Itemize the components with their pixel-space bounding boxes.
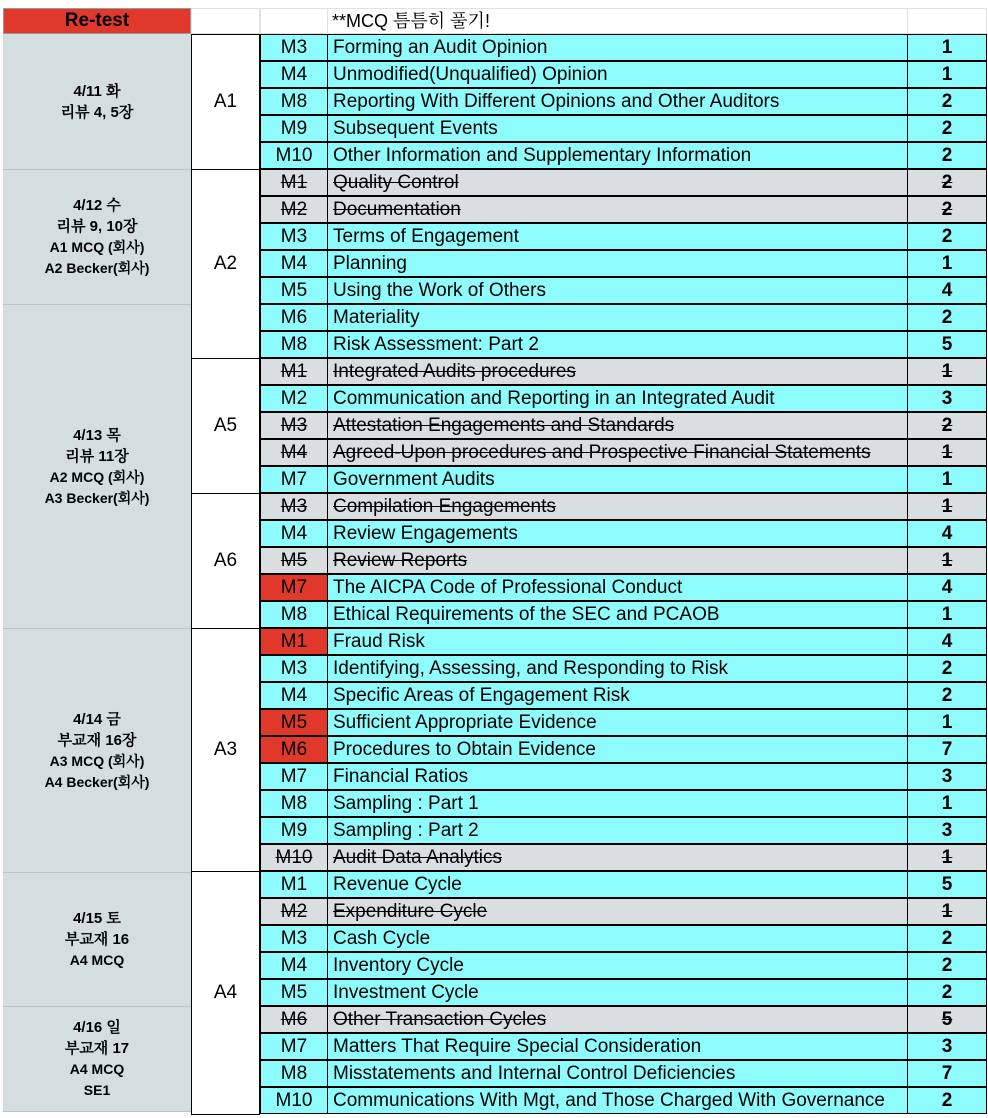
module-code-cell[interactable]: M7 bbox=[260, 763, 328, 790]
day-date: 4/15 토 bbox=[73, 910, 121, 927]
day-date: 4/12 수 bbox=[73, 197, 121, 214]
day-cell[interactable] bbox=[3, 34, 191, 170]
module-title-cell[interactable]: The AICPA Code of Professional Conduct bbox=[327, 574, 908, 601]
module-code-cell[interactable]: M2 bbox=[260, 385, 328, 412]
module-code-cell[interactable]: M3 bbox=[260, 223, 328, 250]
module-title-cell[interactable]: Unmodified(Unqualified) Opinion bbox=[327, 61, 908, 88]
module-code-cell[interactable]: M3 bbox=[260, 655, 328, 682]
group-cell[interactable]: A5 bbox=[191, 358, 260, 494]
day-task: SE1 bbox=[83, 1082, 111, 1098]
day-task: 부교재 16장 bbox=[57, 731, 137, 749]
table-row bbox=[260, 196, 987, 223]
table-row bbox=[260, 223, 987, 250]
table-row bbox=[260, 34, 987, 61]
count-cell[interactable]: 2 bbox=[907, 304, 987, 331]
count-cell[interactable]: 1 bbox=[907, 790, 987, 817]
module-title-cell[interactable]: Sufficient Appropriate Evidence bbox=[327, 709, 908, 736]
table-row bbox=[260, 169, 987, 196]
day-cell[interactable] bbox=[3, 170, 191, 305]
module-code-cell[interactable]: M4 bbox=[260, 682, 328, 709]
day-task: 리뷰 11장 bbox=[65, 447, 129, 465]
header-blank-cell[interactable] bbox=[191, 8, 260, 34]
module-code-cell[interactable]: M4 bbox=[260, 952, 328, 979]
module-title-cell[interactable]: Communications With Mgt, and Those Charged With Governance bbox=[327, 1087, 908, 1114]
count-cell[interactable]: 3 bbox=[907, 817, 987, 844]
day-task: A4 MCQ bbox=[69, 1061, 125, 1077]
table-row bbox=[260, 790, 987, 817]
module-code-cell[interactable]: M1 bbox=[260, 628, 328, 655]
count-cell[interactable]: 4 bbox=[907, 574, 987, 601]
table-row bbox=[260, 1033, 987, 1060]
count-cell[interactable]: 1 bbox=[907, 898, 987, 925]
count-cell[interactable]: 2 bbox=[907, 169, 987, 196]
module-code-cell[interactable]: M5 bbox=[260, 979, 328, 1006]
day-date: 4/11 화 bbox=[73, 82, 121, 100]
table-row bbox=[260, 358, 987, 385]
day-task: A4 Becker(회사) bbox=[44, 773, 150, 790]
count-cell[interactable]: 1 bbox=[907, 466, 987, 493]
day-cell[interactable] bbox=[3, 873, 191, 1007]
day-date: 4/14 금 bbox=[73, 710, 121, 728]
module-title-cell[interactable]: Planning bbox=[327, 250, 908, 277]
module-title-cell[interactable]: Misstatements and Internal Control Deficiencies bbox=[327, 1060, 908, 1087]
group-cell[interactable]: A6 bbox=[191, 493, 260, 629]
count-cell[interactable]: 2 bbox=[907, 196, 987, 223]
module-code-cell[interactable]: M7 bbox=[260, 466, 328, 493]
module-title-cell[interactable]: Fraud Risk bbox=[327, 628, 908, 655]
module-title-cell[interactable]: Expenditure Cycle bbox=[327, 898, 908, 925]
table-row bbox=[260, 1087, 987, 1114]
count-cell[interactable]: 7 bbox=[907, 1060, 987, 1087]
module-title-cell[interactable]: Other Transaction Cycles bbox=[327, 1006, 908, 1033]
count-cell[interactable]: 1 bbox=[907, 547, 987, 574]
module-title-cell[interactable]: Cash Cycle bbox=[327, 925, 908, 952]
module-code-cell[interactable]: M6 bbox=[260, 736, 328, 763]
module-code-cell[interactable]: M10 bbox=[260, 142, 328, 169]
module-title-cell[interactable]: Other Information and Supplementary Information bbox=[327, 142, 908, 169]
module-code-cell[interactable]: M7 bbox=[260, 574, 328, 601]
bottom-cell[interactable] bbox=[3, 1112, 191, 1118]
table-row bbox=[260, 817, 987, 844]
count-cell[interactable]: 2 bbox=[907, 412, 987, 439]
table-row bbox=[260, 412, 987, 439]
header-note[interactable]: **MCQ 틈틈히 풀기! bbox=[327, 8, 907, 34]
module-title-cell[interactable]: Agreed-Upon procedures and Prospective Financial Statements bbox=[327, 439, 908, 466]
table-row bbox=[260, 493, 987, 520]
module-code-cell[interactable]: M8 bbox=[260, 790, 328, 817]
table-row bbox=[260, 142, 987, 169]
day-task: A2 MCQ (회사) bbox=[49, 468, 145, 485]
module-title-cell[interactable]: Government Audits bbox=[327, 466, 908, 493]
header-blank-cell[interactable] bbox=[260, 8, 328, 34]
module-title-cell[interactable]: Review Reports bbox=[327, 547, 908, 574]
module-code-cell[interactable]: M10 bbox=[260, 844, 328, 871]
module-code-cell[interactable]: M8 bbox=[260, 331, 328, 358]
table-row bbox=[260, 844, 987, 871]
count-cell[interactable]: 2 bbox=[907, 142, 987, 169]
module-title-cell[interactable]: Materiality bbox=[327, 304, 908, 331]
module-code-cell[interactable]: M4 bbox=[260, 520, 328, 547]
count-cell[interactable]: 2 bbox=[907, 1087, 987, 1114]
module-code-cell[interactable]: M8 bbox=[260, 601, 328, 628]
module-title-cell[interactable]: Risk Assessment: Part 2 bbox=[327, 331, 908, 358]
count-cell[interactable]: 4 bbox=[907, 628, 987, 655]
module-title-cell[interactable]: Matters That Require Special Consideration bbox=[327, 1033, 908, 1060]
module-code-cell[interactable]: M9 bbox=[260, 115, 328, 142]
module-title-cell[interactable]: Investment Cycle bbox=[327, 979, 908, 1006]
retest-header[interactable]: Re-test bbox=[3, 8, 191, 34]
day-task: 부교재 16 bbox=[64, 931, 130, 948]
table-row bbox=[260, 763, 987, 790]
table-row bbox=[260, 115, 987, 142]
module-code-cell[interactable]: M4 bbox=[260, 439, 328, 466]
count-cell[interactable]: 5 bbox=[907, 331, 987, 358]
module-code-cell[interactable]: M1 bbox=[260, 358, 328, 385]
count-cell[interactable]: 3 bbox=[907, 763, 987, 790]
count-cell[interactable]: 1 bbox=[907, 439, 987, 466]
table-row bbox=[260, 979, 987, 1006]
table-row bbox=[260, 1006, 987, 1033]
day-task: A3 Becker(회사) bbox=[44, 489, 150, 506]
module-code-cell[interactable]: M6 bbox=[260, 1006, 328, 1033]
module-code-cell[interactable]: M8 bbox=[260, 88, 328, 115]
group-cell[interactable]: A3 bbox=[191, 628, 260, 872]
module-code-cell[interactable]: M9 bbox=[260, 817, 328, 844]
day-task: 리뷰 4, 5장 bbox=[60, 103, 134, 121]
table-row bbox=[260, 88, 987, 115]
table-row bbox=[260, 277, 987, 304]
module-code-cell[interactable]: M7 bbox=[260, 1033, 328, 1060]
count-cell[interactable]: 2 bbox=[907, 655, 987, 682]
day-task: A1 MCQ (회사) bbox=[49, 239, 145, 255]
count-cell[interactable]: 2 bbox=[907, 979, 987, 1006]
day-task: A3 MCQ (회사) bbox=[49, 752, 145, 769]
module-title-cell[interactable]: Communication and Reporting in an Integrated Audit bbox=[327, 385, 908, 412]
module-title-cell[interactable]: Compilation Engagements bbox=[327, 493, 908, 520]
count-cell[interactable]: 1 bbox=[907, 844, 987, 871]
count-cell[interactable]: 2 bbox=[907, 88, 987, 115]
module-code-cell[interactable]: M8 bbox=[260, 1060, 328, 1087]
table-row bbox=[260, 952, 987, 979]
module-code-cell[interactable]: M2 bbox=[260, 196, 328, 223]
module-title-cell[interactable]: Ethical Requirements of the SEC and PCAOB bbox=[327, 601, 908, 628]
module-title-cell[interactable]: Inventory Cycle bbox=[327, 952, 908, 979]
module-code-cell[interactable]: M4 bbox=[260, 61, 328, 88]
count-cell[interactable]: 4 bbox=[907, 520, 987, 547]
table-row bbox=[260, 682, 987, 709]
module-title-cell[interactable]: Review Engagements bbox=[327, 520, 908, 547]
count-cell[interactable]: 3 bbox=[907, 385, 987, 412]
module-title-cell[interactable]: Audit Data Analytics bbox=[327, 844, 908, 871]
day-cell[interactable] bbox=[3, 1007, 191, 1112]
module-title-cell[interactable]: Quality Control bbox=[327, 169, 908, 196]
module-title-cell[interactable]: Attestation Engagements and Standards bbox=[327, 412, 908, 439]
table-row bbox=[260, 1060, 987, 1087]
count-cell[interactable]: 1 bbox=[907, 34, 987, 61]
table-row bbox=[260, 871, 987, 898]
count-cell[interactable]: 2 bbox=[907, 115, 987, 142]
module-title-cell[interactable]: Sampling : Part 2 bbox=[327, 817, 908, 844]
day-task: A2 Becker(회사) bbox=[44, 260, 150, 276]
count-cell[interactable]: 1 bbox=[907, 61, 987, 88]
count-cell[interactable]: 1 bbox=[907, 493, 987, 520]
table-row bbox=[260, 250, 987, 277]
table-row bbox=[260, 925, 987, 952]
module-code-cell[interactable]: M1 bbox=[260, 169, 328, 196]
module-code-cell[interactable]: M5 bbox=[260, 709, 328, 736]
day-date: 4/16 일 bbox=[73, 1019, 121, 1036]
module-code-cell[interactable]: M5 bbox=[260, 547, 328, 574]
table-row bbox=[260, 898, 987, 925]
count-cell[interactable]: 1 bbox=[907, 250, 987, 277]
count-cell[interactable]: 2 bbox=[907, 682, 987, 709]
count-cell[interactable]: 5 bbox=[907, 1006, 987, 1033]
count-cell[interactable]: 2 bbox=[907, 925, 987, 952]
module-code-cell[interactable]: M5 bbox=[260, 277, 328, 304]
module-code-cell[interactable]: M3 bbox=[260, 34, 328, 61]
module-code-cell[interactable]: M10 bbox=[260, 1087, 328, 1114]
table-row bbox=[260, 547, 987, 574]
day-cell[interactable] bbox=[3, 629, 191, 873]
module-title-cell[interactable]: Integrated Audits procedures bbox=[327, 358, 908, 385]
table-row bbox=[260, 385, 987, 412]
module-title-cell[interactable]: Revenue Cycle bbox=[327, 871, 908, 898]
table-row bbox=[260, 331, 987, 358]
day-cell[interactable] bbox=[3, 305, 191, 629]
module-code-cell[interactable]: M3 bbox=[260, 412, 328, 439]
module-code-cell[interactable]: M2 bbox=[260, 898, 328, 925]
count-cell[interactable]: 2 bbox=[907, 223, 987, 250]
group-cell[interactable]: A1 bbox=[191, 34, 260, 170]
table-row bbox=[260, 304, 987, 331]
module-title-cell[interactable]: Forming an Audit Opinion bbox=[327, 34, 908, 61]
table-row bbox=[260, 61, 987, 88]
module-code-cell[interactable]: M3 bbox=[260, 493, 328, 520]
module-title-cell[interactable]: Using the Work of Others bbox=[327, 277, 908, 304]
module-title-cell[interactable]: Documentation bbox=[327, 196, 908, 223]
day-task: A4 MCQ bbox=[69, 952, 125, 968]
count-cell[interactable]: 5 bbox=[907, 871, 987, 898]
table-row bbox=[260, 736, 987, 763]
group-cell[interactable]: A2 bbox=[191, 169, 260, 359]
table-row bbox=[260, 601, 987, 628]
table-row bbox=[260, 709, 987, 736]
module-title-cell[interactable]: Financial Ratios bbox=[327, 763, 908, 790]
count-cell[interactable]: 4 bbox=[907, 277, 987, 304]
group-cell[interactable]: A4 bbox=[191, 871, 260, 1115]
module-code-cell[interactable]: M3 bbox=[260, 925, 328, 952]
count-cell[interactable]: 1 bbox=[907, 709, 987, 736]
table-row bbox=[260, 655, 987, 682]
module-title-cell[interactable]: Identifying, Assessing, and Responding to Risk bbox=[327, 655, 908, 682]
count-cell[interactable]: 1 bbox=[907, 358, 987, 385]
module-title-cell[interactable]: Specific Areas of Engagement Risk bbox=[327, 682, 908, 709]
day-task: 부교재 17 bbox=[64, 1040, 130, 1057]
module-title-cell[interactable]: Reporting With Different Opinions and Other Auditors bbox=[327, 88, 908, 115]
count-cell[interactable]: 1 bbox=[907, 601, 987, 628]
module-code-cell[interactable]: M6 bbox=[260, 304, 328, 331]
module-title-cell[interactable]: Terms of Engagement bbox=[327, 223, 908, 250]
count-cell[interactable]: 7 bbox=[907, 736, 987, 763]
table-row bbox=[260, 466, 987, 493]
table-row bbox=[260, 628, 987, 655]
count-cell[interactable]: 3 bbox=[907, 1033, 987, 1060]
count-cell[interactable]: 2 bbox=[907, 952, 987, 979]
module-title-cell[interactable]: Sampling : Part 1 bbox=[327, 790, 908, 817]
table-row bbox=[260, 520, 987, 547]
header-blank-cell[interactable] bbox=[907, 8, 987, 34]
module-title-cell[interactable]: Subsequent Events bbox=[327, 115, 908, 142]
day-task: 리뷰 9, 10장 bbox=[56, 218, 138, 235]
module-code-cell[interactable]: M4 bbox=[260, 250, 328, 277]
table-row bbox=[260, 439, 987, 466]
day-date: 4/13 목 bbox=[73, 426, 121, 444]
table-row bbox=[260, 574, 987, 601]
module-title-cell[interactable]: Procedures to Obtain Evidence bbox=[327, 736, 908, 763]
module-code-cell[interactable]: M1 bbox=[260, 871, 328, 898]
